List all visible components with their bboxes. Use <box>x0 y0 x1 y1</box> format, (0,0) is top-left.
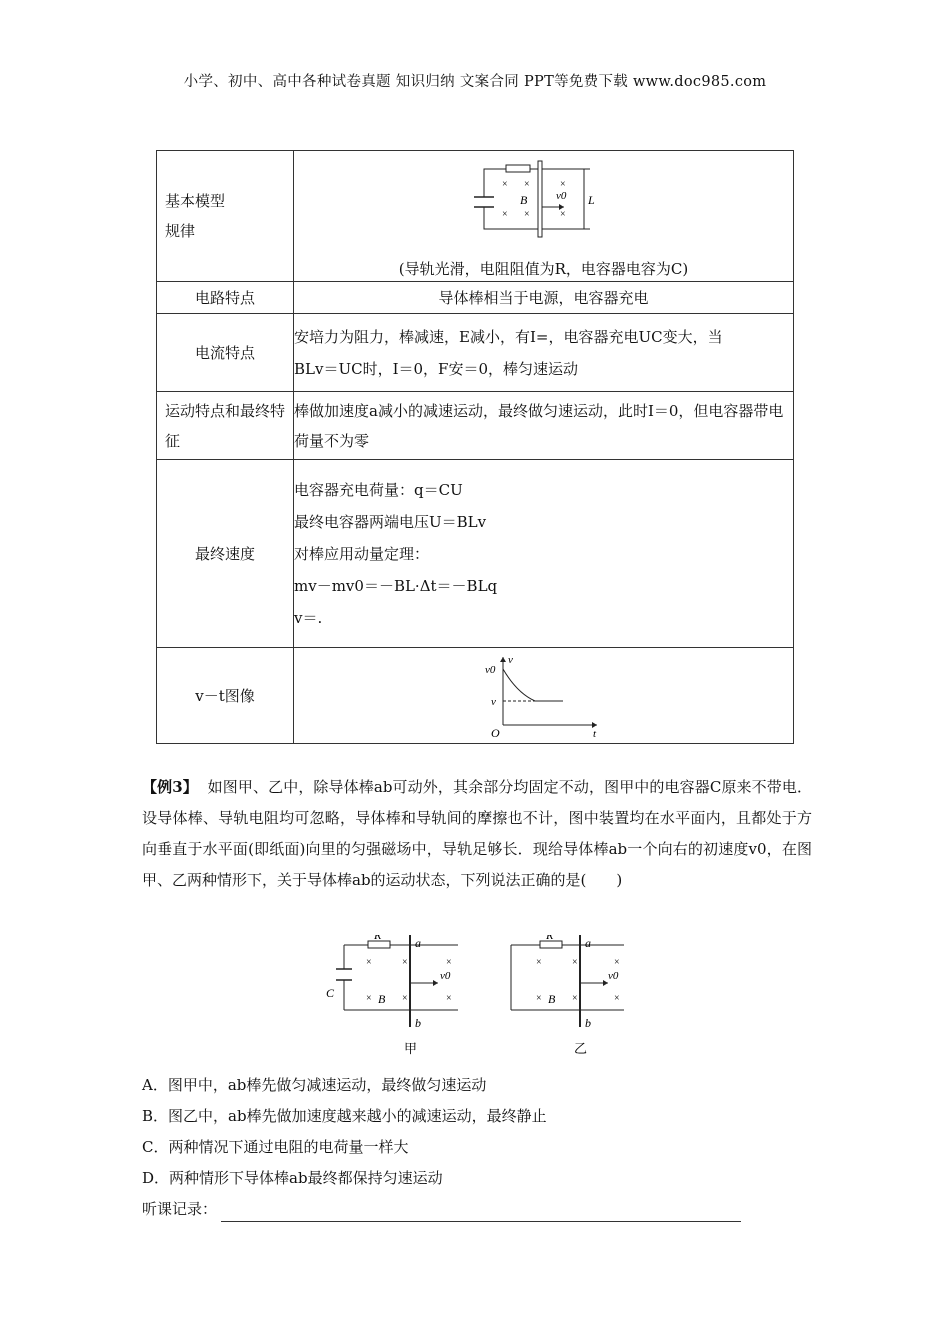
option-b[interactable]: B．图乙中，ab棒先做加速度越来越小的减速运动，最终静止 <box>142 1107 547 1125</box>
field-x-mark: × <box>446 957 452 968</box>
motion-feature-cell: 棒做加速度a减小的减速运动，最终做匀速运动，此时I＝0，但电容器带电荷量不为零 <box>294 392 794 460</box>
table-row <box>157 392 794 460</box>
rod-end-a: a <box>585 936 591 950</box>
origin-label: O <box>490 725 500 739</box>
field-x-mark: × <box>559 209 566 220</box>
table-row <box>157 282 794 314</box>
table-row <box>157 460 794 648</box>
option-d[interactable]: D．两种情形下导体棒ab最终都保持匀速运动 <box>142 1169 443 1187</box>
field-label-b: B <box>378 992 386 1006</box>
row-label-motion: 运动特点和最终特征 <box>157 392 294 460</box>
table-row <box>157 648 794 744</box>
final-speed-line: 电容器充电荷量：q＝CU <box>294 480 463 499</box>
example-figures <box>318 935 638 1064</box>
current-feature-line2: BLv＝UC时，I＝0，F安＝0，棒匀速运动 <box>294 359 578 378</box>
resistor <box>506 165 530 172</box>
velocity-curve <box>503 669 563 701</box>
velocity-arrowhead <box>433 980 438 986</box>
velocity-label: v0 <box>608 970 619 982</box>
example-problem <box>142 772 812 896</box>
notes-section <box>142 1196 741 1222</box>
field-label-b: B <box>519 193 527 207</box>
figure-caption-yi: 乙 <box>574 1041 588 1056</box>
field-x-mark: × <box>536 993 542 1004</box>
length-label: L <box>587 193 595 207</box>
figures-svg <box>318 935 638 1060</box>
final-speed-line: v＝. <box>294 608 323 627</box>
figure-caption-jia: 甲 <box>404 1041 418 1056</box>
velocity-label: v0 <box>555 190 566 202</box>
current-feature-line1: 安培力为阻力，棒减速，E减小，有I=，电容器充电UC变大，当 <box>294 327 723 346</box>
basic-model-cell <box>294 151 794 282</box>
option-a[interactable]: A．图甲中，ab棒先做匀减速运动，最终做匀速运动 <box>142 1076 487 1094</box>
final-speed-line: 对棒应用动量定理： <box>294 544 430 563</box>
vt-graph <box>479 653 609 739</box>
field-x-mark: × <box>523 209 530 220</box>
field-x-mark: × <box>366 957 372 968</box>
capacitor-circuit-diagram <box>464 159 624 249</box>
model-note: (导轨光滑，电阻阻值为R，电容器电容为C) <box>398 260 689 278</box>
velocity-label: v0 <box>440 970 451 982</box>
conductor-rod <box>538 161 542 237</box>
example-text: 如图甲、乙中，除导体棒ab可动外，其余部分均固定不动，图甲中的电容器C原来不带电．设导体棒、导轨电阻均可忽略，导体棒和导轨间的摩擦也不计，图中装置均在水平面内，且都处于方向垂直于水平面(即纸面)向里的匀强磁场中，导轨足够长．现给导体棒ab一个向右的初速度v0，在图甲、乙两种情形下，关于导体棒ab的运动状态，下列说法正确的是( ) <box>142 778 813 889</box>
v-axis-arrow <box>500 657 506 662</box>
v-axis-label: v <box>507 653 513 666</box>
rod-end-a: a <box>415 936 421 950</box>
row-label-circuit: 电路特点 <box>157 282 294 314</box>
answer-options <box>142 1070 547 1194</box>
table-row <box>157 314 794 392</box>
field-x-mark: × <box>536 957 542 968</box>
row-label-final-speed: 最终速度 <box>157 460 294 648</box>
current-feature-cell <box>294 314 794 392</box>
notes-label: 听课记录： <box>142 1200 218 1218</box>
field-x-mark: × <box>402 957 408 968</box>
circuit-feature-cell: 导体棒相当于电源，电容器充电 <box>294 282 794 314</box>
row-label-current: 电流特点 <box>157 314 294 392</box>
field-x-mark: × <box>501 179 508 190</box>
resistor <box>368 941 390 948</box>
resistor-label: R <box>546 935 554 942</box>
figure-yi <box>511 935 624 1056</box>
row-label-vt-graph: v－t图像 <box>157 648 294 744</box>
capacitor-label: C <box>326 986 335 1000</box>
field-x-mark: × <box>446 993 452 1004</box>
figure-jia <box>326 935 458 1056</box>
final-speed-line: 最终电容器两端电压U＝BLv <box>294 512 487 531</box>
field-x-mark: × <box>572 993 578 1004</box>
field-x-mark: × <box>366 993 372 1004</box>
page-header: 小学、初中、高中各种试卷真题 知识归纳 文案合同 PPT等免费下载 www.doc985.com <box>183 74 767 90</box>
field-label-b: B <box>548 992 556 1006</box>
final-speed-cell <box>294 460 794 648</box>
v0-tick-label: v0 <box>484 663 495 676</box>
rod-end-b: b <box>585 1016 591 1030</box>
circuit-wire-top <box>484 169 539 197</box>
row-label-basic-model: 基本模型 规律 <box>157 151 294 282</box>
rod-end-b: b <box>415 1016 421 1030</box>
field-x-mark: × <box>614 957 620 968</box>
notes-underline[interactable] <box>221 1205 741 1222</box>
final-speed-line: mv－mv0＝－BL·Δt＝－BLq <box>294 576 498 595</box>
option-c[interactable]: C．两种情况下通过电阻的电荷量一样大 <box>142 1138 409 1156</box>
circuit-wire-bottom <box>484 207 539 229</box>
field-x-mark: × <box>614 993 620 1004</box>
field-x-mark: × <box>402 993 408 1004</box>
resistor-label: R <box>374 935 382 942</box>
resistor <box>540 941 562 948</box>
field-x-mark: × <box>523 179 530 190</box>
table-row <box>157 151 794 282</box>
example-tag: 【例3】 <box>142 778 198 796</box>
field-x-mark: × <box>559 179 566 190</box>
field-x-mark: × <box>572 957 578 968</box>
field-x-mark: × <box>501 209 508 220</box>
t-axis-label: t <box>592 727 596 739</box>
model-table <box>156 150 794 744</box>
vt-graph-cell <box>294 648 794 744</box>
v-tick-label: v <box>490 695 496 708</box>
